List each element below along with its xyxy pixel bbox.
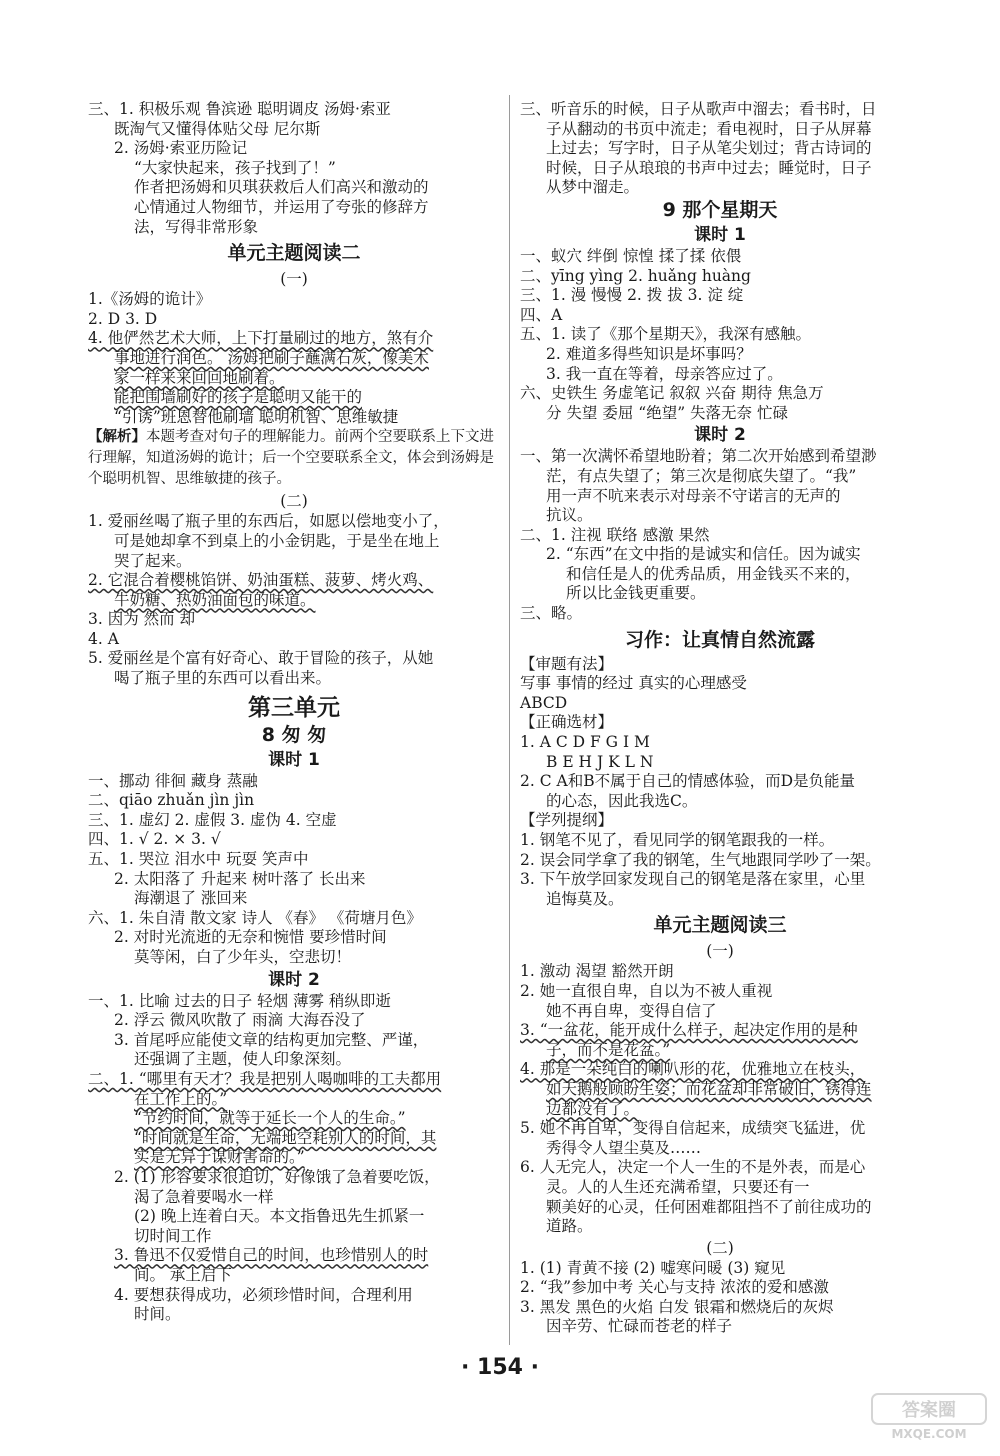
- answer-line: 5. 爱丽丝是个富有好奇心、敢于冒险的孩子，从她: [88, 649, 434, 668]
- answer-line: 【审题有法】: [520, 654, 614, 673]
- answer-line: 【正确选材】: [520, 713, 614, 732]
- answer-line: 秀得令人望尘莫及……: [546, 1138, 702, 1157]
- answer-line: “大家快起来，孩子找到了！”: [134, 158, 336, 177]
- underlined-text: 实是无异于谋财害命的。”: [134, 1148, 305, 1167]
- answer-line: 哭了起来。: [114, 551, 192, 570]
- right-column: [520, 100, 920, 1337]
- answer-line: 五、1. 哭泣 泪水中 玩耍 笑声中: [88, 850, 309, 869]
- watermark-bottom: MXQE.COM: [891, 1427, 967, 1441]
- answer-line: [88, 369, 500, 389]
- answer-line: [88, 349, 500, 369]
- answer-line: 法，写得非常形象: [134, 217, 259, 236]
- answer-line: 2. C A和B不属于自己的情感体验，而D是负能量: [520, 772, 856, 791]
- answer-line: 海潮退了 涨回来: [134, 889, 248, 908]
- answer-line: 2. 难道多得些知识是坏事吗？: [546, 344, 752, 363]
- answer-line: [88, 1246, 500, 1266]
- answer-line: 2. D 3. D: [88, 309, 158, 328]
- answer-line: 一、1. 比喻 过去的日子 轻烟 薄雾 稍纵即逝: [88, 991, 391, 1010]
- answer-line: 间。 承上启下: [134, 1265, 232, 1284]
- answer-line: 2. 太阳落了 升起来 树叶落了 长出来: [114, 869, 366, 888]
- left-column: [88, 100, 500, 1325]
- answer-line: 一、挪动 徘徊 藏身 蒸融: [88, 771, 258, 790]
- underlined-text: 3. 鲁迅不仅爱惜自己的时间，也珍惜别人的时: [114, 1246, 429, 1265]
- answer-line: 二、1. 注视 联络 感激 果然: [520, 525, 710, 544]
- answer-line: 一、第一次满怀希望地盼着；第二次开始感到希望渺: [520, 447, 877, 466]
- answer-line: 二、qiāo zhuǎn jìn jìn: [88, 791, 255, 810]
- underlined-text: 在工作上的。”: [134, 1089, 228, 1108]
- answer-line: 6. 人无完人，决定一个人一生的不是外表，而是心: [520, 1158, 866, 1177]
- answer-line: [520, 1041, 920, 1061]
- underlined-text: 家一样来来回回地刷着。: [114, 368, 285, 387]
- column-divider: [509, 95, 510, 1345]
- underlined-text: 4. 他俨然艺术大师，上下打量刷过的地方，煞有介: [88, 329, 434, 348]
- answer-line: (2) 晚上连着白天。本文指鲁迅先生抓紧一: [134, 1207, 425, 1226]
- answer-line: 四、A: [520, 305, 563, 324]
- watermark-logo: [870, 1392, 988, 1442]
- answer-line: 3. 因为 然而 却: [88, 610, 196, 629]
- answer-line: 她不再自卑，变得自信了: [546, 1001, 717, 1020]
- answer-line: 颗美好的心灵，任何困难都阻挡不了前往成功的: [546, 1197, 872, 1216]
- answer-line: 2. (1) 形容要求很迫切，好像饿了急着要吃饭，: [114, 1167, 440, 1186]
- underlined-text: 能把围墙刷好的孩子是聪明又能干的: [114, 388, 363, 407]
- answer-line: 莫等闲，白了少年头，空悲切！: [134, 948, 352, 966]
- answer-line: 1. 激动 渴望 豁然开朗: [520, 962, 674, 981]
- underlined-text: “节约时间，就等于延长一个人的生命。”: [134, 1109, 406, 1128]
- answer-line: 三、听音乐的时候，日子从歌声中溜去；看书时，日: [520, 100, 877, 118]
- answer-line: 1. 爱丽丝喝了瓶子里的东西后，如愿以偿地变小了，: [88, 512, 449, 531]
- answer-line: 上过去；写字时，日子从笔尖划过；背古诗词的: [546, 139, 872, 158]
- sub-heading: (二): [706, 1238, 734, 1257]
- lesson-title: 9 那个星期天: [662, 198, 778, 221]
- answer-line: 二、yīng yìng 2. huǎng huàng: [520, 266, 751, 285]
- underlined-text: 牛奶糖、热奶油面包的味道。: [114, 590, 316, 609]
- answer-line: [520, 1021, 920, 1041]
- answer-line: 所以比金钱更重要。: [566, 584, 706, 603]
- answer-line: 作者把汤姆和贝琪获救后人们高兴和激动的: [134, 178, 429, 197]
- section-heading: 单元主题阅读三: [653, 914, 787, 937]
- answer-line: 5. 她不再自卑，变得自信起来，成绩突飞猛进，优: [520, 1119, 866, 1138]
- answer-line: 还强调了主题，使人印象深刻。: [134, 1050, 352, 1069]
- analysis-text: 本题考查对句子的理解能力。前两个空要联系上下文进行理解，知道汤姆的诡计；后一个空要联系全文，体会到汤姆是个聪明机智、思维敏捷的孩子。: [88, 429, 494, 488]
- watermark-top: 答案圈: [902, 1400, 956, 1421]
- analysis-label: 【解析】: [88, 429, 146, 446]
- answer-line: 三、略。: [520, 604, 583, 623]
- answer-line: 2. 浮云 微风吹散了 雨滴 大海吞没了: [114, 1011, 366, 1030]
- underlined-text: 事地进行润色。 汤姆把刷子蘸满石灰，像美术: [114, 348, 429, 367]
- sub-heading: (二): [280, 492, 308, 511]
- section-heading: 单元主题阅读二: [227, 242, 361, 265]
- answer-line: 4. 要想获得成功，必须珍惜时间，合理利用: [114, 1285, 413, 1304]
- underlined-text: 子，而不是花盆。”: [546, 1040, 671, 1059]
- answer-line: 茫，有点失望了；第三次是彻底失望了。“我”: [546, 466, 857, 485]
- period-heading: 课时 2: [694, 425, 746, 446]
- answer-line: 4. A: [88, 629, 119, 648]
- answer-line: [520, 1080, 920, 1100]
- answer-line: 六、史铁生 务虚笔记 叙叙 兴奋 期待 焦急万: [520, 384, 824, 403]
- page-number: · 154 ·: [461, 1355, 539, 1380]
- answer-line: 2. “我”参加中考 关心与支持 浓浓的爱和感激: [520, 1278, 829, 1297]
- answer-line: 喝了瓶子里的东西可以看出来。: [114, 669, 332, 688]
- answer-line: 1. A C D F G I M: [520, 733, 650, 752]
- underlined-text: 3. “一盆花，能开成什么样子，起决定作用的是种: [520, 1021, 858, 1040]
- answer-line: 灵。人的人生还充满希望，只要还有一: [546, 1177, 810, 1196]
- answer-line: 2. 对时光流逝的无奈和惋惜 要珍惜时间: [114, 928, 387, 947]
- answer-line: [88, 329, 500, 349]
- underlined-text: 边都没有了。: [546, 1099, 640, 1118]
- answer-line: [88, 388, 500, 408]
- answer-line: 因辛劳、忙碌而苍老的样子: [546, 1317, 733, 1336]
- answer-line: 3. 首尾呼应能使文章的结构更加完整、严谨，: [114, 1030, 429, 1049]
- answer-line: 1.《汤姆的诡计》: [88, 290, 212, 309]
- answer-line: ABCD: [520, 693, 568, 712]
- answer-line: [88, 1090, 500, 1110]
- answer-line: [88, 1070, 500, 1090]
- lesson-title: 8 匆 匆: [261, 723, 327, 746]
- period-heading: 课时 2: [268, 969, 320, 990]
- underlined-text: 4. 那是一朵纯白的喇叭形的花，优雅地立在枝头，: [520, 1060, 866, 1079]
- answer-line: 五、1. 读了《那个星期天》，我深有感触。: [520, 325, 811, 344]
- answer-line: 三、1. 漫 慢慢 2. 拨 拔 3. 淀 绽: [520, 286, 744, 305]
- underlined-text: “时间就是生命，无端地空耗别人的时间，其: [134, 1128, 437, 1147]
- answer-line: 1. (1) 青黄不接 (2) 嘘寒问暖 (3) 窥见: [520, 1258, 786, 1277]
- underlined-text: 二、1. “哪里有天才？我是把别人喝咖啡的工夫都用: [88, 1069, 442, 1088]
- answer-line: “引诱”班恩替他刷墙 聪明机智、思维敏捷: [114, 407, 399, 426]
- sub-heading: (一): [280, 270, 308, 289]
- underlined-text: 2. 它混合着樱桃馅饼、奶油蛋糕、菠萝、烤火鸡、: [88, 571, 434, 590]
- answer-line: [88, 571, 500, 591]
- answer-line: [88, 1129, 500, 1149]
- answer-line: 时间。: [134, 1305, 181, 1324]
- answer-line: 分 失望 委屈 “绝望” 失落无奈 忙碌: [546, 403, 788, 422]
- answer-line: 和信任是人的优秀品质，用金钱买不来的，: [566, 564, 861, 583]
- answer-line: [88, 1109, 500, 1129]
- answer-line: 【学列提纲】: [520, 811, 614, 830]
- answer-line: 2. 她一直很自卑，自以为不被人重视: [520, 981, 773, 1000]
- answer-line: 三、1. 积极乐观 鲁滨逊 聪明调皮 汤姆·索亚: [88, 100, 391, 118]
- answer-line: 1. 钢笔不见了，看见同学的钢笔跟我的一样。: [520, 831, 835, 849]
- section-heading: 习作：让真情自然流露: [624, 628, 815, 651]
- answer-line: 3. 下午放学回家发现自己的钢笔是落在家里，心里: [520, 870, 866, 889]
- answer-line: 2. 误会同学拿了我的钢笔，生气地跟同学吵了一架。: [520, 850, 881, 869]
- answer-line: 时候，日子从琅琅的书声中过去；睡觉时，日子: [546, 158, 872, 177]
- answer-line: 追悔莫及。: [546, 889, 624, 908]
- underlined-text: 如天鹅般顾盼生姿；而花盆却非常破旧，锈得连: [546, 1079, 872, 1098]
- period-heading: 课时 1: [268, 749, 320, 770]
- answer-line: 一、蚁穴 绊倒 惊惶 揉了揉 依偎: [520, 246, 742, 265]
- answer-line: 可是她却拿不到桌上的小金钥匙，于是坐在地上: [114, 531, 440, 550]
- answer-line: 心情通过人物细节，并运用了夸张的修辞方: [134, 197, 429, 216]
- answer-line: 3. 我一直在等着，母亲答应过了。: [546, 364, 783, 383]
- answer-line: [88, 1148, 500, 1168]
- answer-line: 写事 事情的经过 真实的心理感受: [520, 674, 747, 693]
- answer-line: 既淘气又懂得体贴父母 尼尔斯: [114, 119, 321, 138]
- answer-line: 抗议。: [546, 506, 593, 525]
- answer-line: 渴了急着要喝水一样: [134, 1187, 274, 1206]
- period-heading: 课时 1: [694, 224, 746, 245]
- sub-heading: (一): [706, 942, 734, 961]
- answer-line: [88, 591, 500, 611]
- answer-line: [520, 1100, 920, 1120]
- answer-line: 四、1. √ 2. × 3. √: [88, 830, 221, 849]
- answer-line: 切时间工作: [134, 1226, 212, 1245]
- answer-line: 三、1. 虚幻 2. 虚假 3. 虚伪 4. 空虚: [88, 810, 337, 829]
- answer-line: [520, 1060, 920, 1080]
- answer-line: 2. 汤姆·索亚历险记: [114, 139, 248, 158]
- answer-line: 从梦中溜走。: [546, 178, 640, 197]
- answer-line: 2. “东西”在文中指的是诚实和信任。因为诚实: [546, 545, 861, 564]
- answer-line: B E H J K L N: [546, 752, 654, 771]
- answer-line: 用一声不吭来表示对母亲不守诺言的无声的: [546, 486, 841, 505]
- analysis-note: [88, 427, 500, 490]
- answer-line: 道路。: [546, 1217, 593, 1236]
- answer-line: 的心态，因此我选C。: [546, 791, 698, 810]
- answer-line: 六、1. 朱自清 散文家 诗人 《春》 《荷塘月色》: [88, 908, 422, 927]
- answer-line: 子从翻动的书页中流走；看电视时，日子从屏幕: [546, 119, 872, 138]
- unit-heading: 第三单元: [248, 694, 340, 721]
- answer-line: 3. 黑发 黑色的火焰 白发 银霜和燃烧后的灰烬: [520, 1297, 834, 1316]
